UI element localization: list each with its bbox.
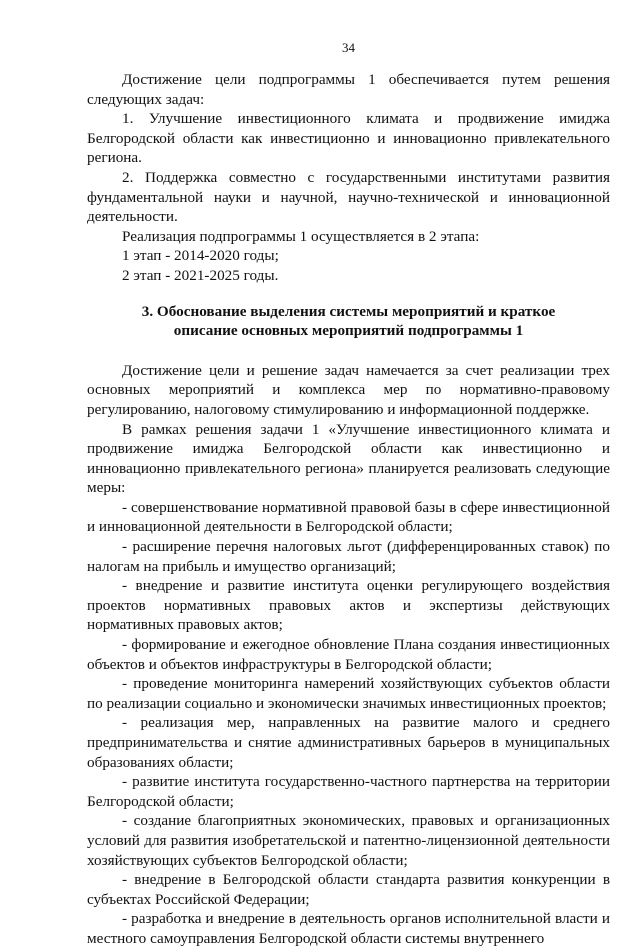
section-heading [87, 302, 610, 341]
paragraph: В рамках решения задачи 1 «Улучшение инвестиционного климата и продвижение имиджа Белгородской области как инвестиционно и инновационно привлекательного региона» планируется реализовать следующие меры: [87, 420, 610, 497]
list-item: - расширение перечня налоговых льгот (дифференцированных ставок) по налогам на прибыль и имущество организаций; [87, 538, 610, 575]
paragraph: 1 этап - 2014-2020 годы; [122, 247, 279, 265]
list-item: - совершенствование нормативной правовой базы в сфере инвестиционной и инновационной деятельности в Белгородской области; [87, 498, 610, 536]
list-item: - развитие института государственно-частного партнерства на территории Белгородской области; [87, 773, 610, 810]
paragraph: Достижение цели подпрограммы 1 обеспечивается путем решения следующих задач: [87, 71, 610, 108]
paragraph: Достижение цели и решение задач намечается за счет реализации трех основных мероприятий и комплекса мер по нормативно-правовому регулированию, налоговому стимулированию и информационной поддержке. [87, 361, 610, 418]
body-block [87, 361, 610, 949]
list-item: - внедрение и развитие института оценки регулирующего воздействия проектов нормативных правовых актов и экспертизы действующих нормативных правовых актов; [87, 577, 610, 634]
list-item: - формирование и ежегодное обновление Плана создания инвестиционных объектов и объектов инфраструктуры в Белгородской области; [87, 636, 610, 673]
paragraph: 2. Поддержка совместно с государственными институтами развития фундаментальной науки и научной, научно-технической и инновационной деятельности. [87, 168, 610, 226]
list-item: - внедрение в Белгородской области стандарта развития конкуренции в субъектах Российской Федерации; [87, 871, 610, 908]
page-number: 34 [342, 40, 355, 55]
list-item: - разработка и внедрение в деятельность органов исполнительной власти и местного самоуправления Белгородской области системы внутреннего [87, 910, 610, 947]
section-heading-line: 3. Обоснование выделения системы мероприятий и краткое [141, 302, 556, 320]
intro-block [87, 70, 610, 286]
paragraph: 2 этап - 2021-2025 годы. [122, 266, 279, 284]
paragraph: Реализация подпрограммы 1 осуществляется в 2 этапа: [122, 227, 480, 245]
list-item: - создание благоприятных экономических, правовых и организационных условий для развития изобретательской и патентно-лицензионной деятельности хозяйствующих субъектов Белгородской области; [87, 812, 610, 869]
paragraph: 1. Улучшение инвестиционного климата и продвижение имиджа Белгородской области как инвестиционно и инновационно привлекательного региона. [87, 110, 610, 167]
list-item: - проведение мониторинга намерений хозяйствующих субъектов области по реализации социально и экономически значимых инвестиционных проектов; [87, 675, 610, 712]
section-heading-line: описание основных мероприятий подпрограммы 1 [173, 322, 524, 340]
list-item: - реализация мер, направленных на развитие малого и среднего предпринимательства и снятие административных барьеров в муниципальных образованиях области; [87, 714, 610, 771]
